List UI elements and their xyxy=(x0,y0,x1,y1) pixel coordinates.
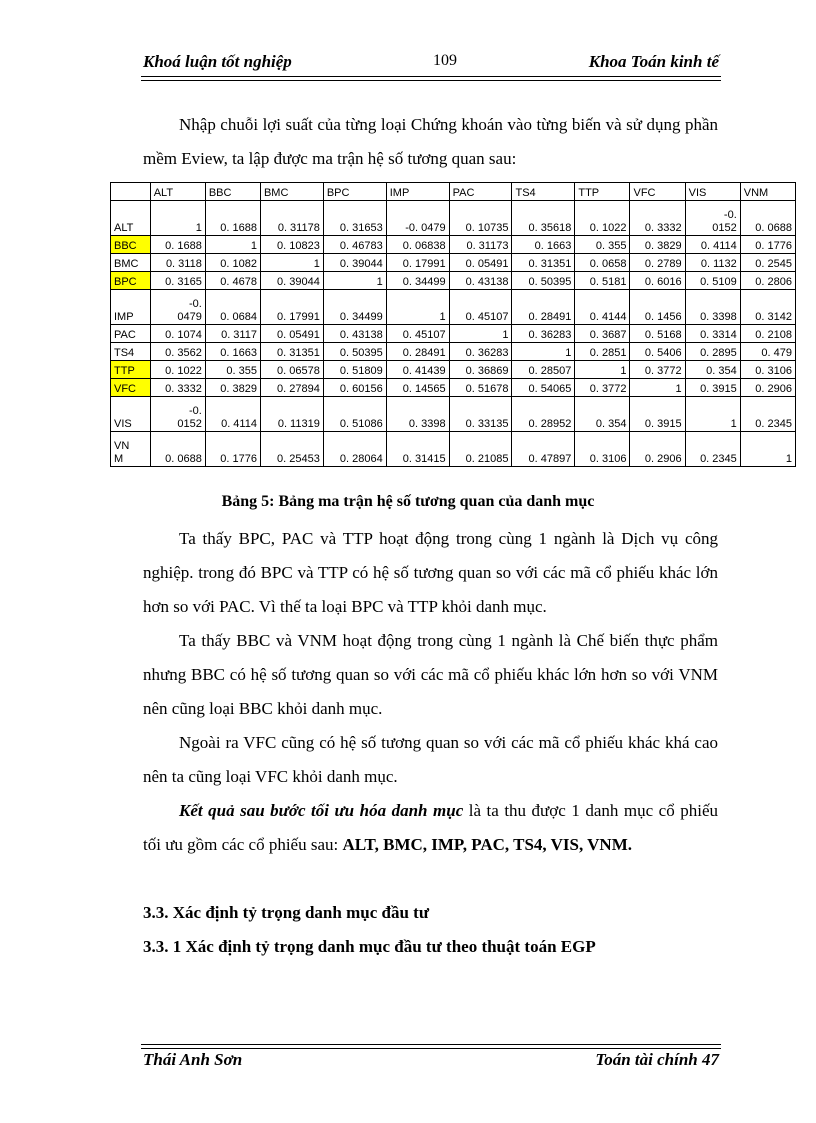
table-cell: 0. 2108 xyxy=(740,325,795,343)
table-cell: 0. 3915 xyxy=(685,379,740,397)
table-cell: 1 xyxy=(205,236,260,254)
table-cell: 0. 2906 xyxy=(740,379,795,397)
table-cell: 0. 31173 xyxy=(449,236,512,254)
row-label: IMP xyxy=(111,290,151,325)
table-cell: 0. 1022 xyxy=(150,361,205,379)
table-cell: 0. 31653 xyxy=(323,201,386,236)
column-header: PAC xyxy=(449,183,512,201)
table-cell: 0. 2789 xyxy=(630,254,685,272)
column-header: ALT xyxy=(150,183,205,201)
row-label: VN M xyxy=(111,432,151,467)
table-cell: 0. 05491 xyxy=(449,254,512,272)
table-cell: 0. 50395 xyxy=(323,343,386,361)
table-cell: 0. 1132 xyxy=(685,254,740,272)
column-header: BBC xyxy=(205,183,260,201)
header-department: Khoa Toán kinh tế xyxy=(588,52,719,71)
table-cell: 0. 3117 xyxy=(205,325,260,343)
table-cell: 0. 3106 xyxy=(740,361,795,379)
table-cell: 0. 0688 xyxy=(150,432,205,467)
table-cell: 0. 3772 xyxy=(630,361,685,379)
table-row xyxy=(111,343,796,361)
table-cell: 0. 39044 xyxy=(323,254,386,272)
page-header xyxy=(141,50,721,76)
result-lead: Kết quả sau bước tối ưu hóa danh mục xyxy=(179,801,464,820)
table-cell: -0. 0152 xyxy=(685,201,740,236)
table-cell: 1 xyxy=(740,432,795,467)
result-text: là ta thu được 1 danh mục cổ phiếu tối ưu gồm các cổ phiếu sau: xyxy=(143,801,718,854)
table-cell: 1 xyxy=(449,325,512,343)
header-page-number: 109 xyxy=(433,52,457,69)
table-cell: 0. 54065 xyxy=(512,379,575,397)
table-cell: 0. 354 xyxy=(685,361,740,379)
table-cell: 0. 3562 xyxy=(150,343,205,361)
table-cell: 0. 3398 xyxy=(685,290,740,325)
table-cell: 0. 05491 xyxy=(260,325,323,343)
table-row xyxy=(111,236,796,254)
section-heading-3-3-1: 3.3. 1 Xác định tỷ trọng danh mục đầu tư theo thuật toán EGP xyxy=(143,937,596,956)
column-header: BPC xyxy=(323,183,386,201)
table-cell: 0. 3772 xyxy=(575,379,630,397)
paragraph-result xyxy=(143,794,718,862)
table-cell: 0. 39044 xyxy=(260,272,323,290)
table-cell: 0. 1456 xyxy=(630,290,685,325)
table-cell: 0. 1022 xyxy=(575,201,630,236)
table-row xyxy=(111,290,796,325)
table-cell: 0. 51678 xyxy=(449,379,512,397)
intro-paragraph: Nhập chuỗi lợi suất của từng loại Chứng khoán vào từng biến và sử dụng phần mềm Eview, ta lập được ma trận hệ số tương quan sau: xyxy=(143,115,718,168)
table-cell: 0. 3106 xyxy=(575,432,630,467)
table-cell: 1 xyxy=(260,254,323,272)
table-cell: 0. 2851 xyxy=(575,343,630,361)
table-row xyxy=(111,361,796,379)
table-cell: -0. 0479 xyxy=(150,290,205,325)
table-cell: 0. 2345 xyxy=(685,432,740,467)
table-row xyxy=(111,272,796,290)
table-cell: 1 xyxy=(575,361,630,379)
table-cell: 0. 31178 xyxy=(260,201,323,236)
table-cell: 0. 4114 xyxy=(685,236,740,254)
table-cell: 0. 1776 xyxy=(740,236,795,254)
table-cell: 0. 45107 xyxy=(386,325,449,343)
table-cell: 0. 2545 xyxy=(740,254,795,272)
table-cell: 0. 355 xyxy=(575,236,630,254)
table-row xyxy=(111,201,796,236)
footer-class: Toán tài chính 47 xyxy=(595,1050,719,1069)
table-cell: 0. 3332 xyxy=(150,379,205,397)
table-cell: 1 xyxy=(323,272,386,290)
row-label: BBC xyxy=(111,236,151,254)
table-cell: 0. 36869 xyxy=(449,361,512,379)
table-cell: 0. 33135 xyxy=(449,397,512,432)
table-cell: 0. 31351 xyxy=(512,254,575,272)
table-cell: 0. 4114 xyxy=(205,397,260,432)
table-cell: 0. 34499 xyxy=(323,290,386,325)
table-cell: 0. 28507 xyxy=(512,361,575,379)
table-cell: 0. 2345 xyxy=(740,397,795,432)
table-cell: 0. 43138 xyxy=(449,272,512,290)
table-cell: 0. 06578 xyxy=(260,361,323,379)
table-row xyxy=(111,397,796,432)
table-cell: 0. 51086 xyxy=(323,397,386,432)
table-cell: 0. 10735 xyxy=(449,201,512,236)
column-header: VIS xyxy=(685,183,740,201)
table-cell: 0. 1082 xyxy=(205,254,260,272)
table-row xyxy=(111,379,796,397)
table-cell: 0. 28064 xyxy=(323,432,386,467)
table-cell: 0. 17991 xyxy=(386,254,449,272)
table-cell: 0. 28491 xyxy=(386,343,449,361)
corner-cell xyxy=(111,183,151,201)
section-heading-3-3: 3.3. Xác định tỷ trọng danh mục đầu tư xyxy=(143,903,430,922)
table-cell: 0. 3142 xyxy=(740,290,795,325)
row-label: VFC xyxy=(111,379,151,397)
column-header: BMC xyxy=(260,183,323,201)
table-cell: 0. 17991 xyxy=(260,290,323,325)
table-cell: 0. 3915 xyxy=(630,397,685,432)
table-cell: 0. 14565 xyxy=(386,379,449,397)
table-cell: 0. 11319 xyxy=(260,397,323,432)
row-label: TTP xyxy=(111,361,151,379)
table-cell: 0. 31415 xyxy=(386,432,449,467)
row-label: BMC xyxy=(111,254,151,272)
correlation-matrix-table xyxy=(110,182,796,467)
table-cell: 1 xyxy=(150,201,205,236)
table-cell: 0. 1688 xyxy=(205,201,260,236)
table-cell: 0. 3314 xyxy=(685,325,740,343)
table-cell: 0. 4144 xyxy=(575,290,630,325)
table-cell: 0. 3829 xyxy=(630,236,685,254)
table-cell: 0. 2895 xyxy=(685,343,740,361)
column-header: VNM xyxy=(740,183,795,201)
table-caption: Bảng 5: Bảng ma trận hệ số tương quan của danh mục xyxy=(221,493,595,510)
table-cell: 0. 355 xyxy=(205,361,260,379)
table-cell: 0. 60156 xyxy=(323,379,386,397)
paragraph-bpc-ttp: Ta thấy BPC, PAC và TTP hoạt động trong cùng 1 ngành là Dịch vụ công nghiệp. trong đó BPC và TTP có hệ số tương quan so với các mã cổ phiếu khác lớn hơn so với PAC. Vì thế ta loại BPC và TTP khỏi danh mục. xyxy=(143,529,718,616)
row-label: VIS xyxy=(111,397,151,432)
table-cell: 0. 34499 xyxy=(386,272,449,290)
table-cell: 0. 1074 xyxy=(150,325,205,343)
table-cell: 0. 2806 xyxy=(740,272,795,290)
table-cell: 0. 3332 xyxy=(630,201,685,236)
row-label: PAC xyxy=(111,325,151,343)
table-cell: 0. 27894 xyxy=(260,379,323,397)
table-cell: 0. 479 xyxy=(740,343,795,361)
column-header: VFC xyxy=(630,183,685,201)
table-cell: 0. 0658 xyxy=(575,254,630,272)
table-cell: 0. 5168 xyxy=(630,325,685,343)
table-cell: 0. 6016 xyxy=(630,272,685,290)
table-cell: 1 xyxy=(685,397,740,432)
table-cell: 0. 36283 xyxy=(449,343,512,361)
table-cell: 0. 41439 xyxy=(386,361,449,379)
table-cell: 0. 06838 xyxy=(386,236,449,254)
column-header: IMP xyxy=(386,183,449,201)
header-thesis-title: Khoá luận tốt nghiệp xyxy=(143,52,292,71)
table-cell: -0. 0479 xyxy=(386,201,449,236)
table-cell: 0. 3829 xyxy=(205,379,260,397)
table-cell: 0. 1663 xyxy=(512,236,575,254)
table-cell: 0. 5181 xyxy=(575,272,630,290)
table-cell: 0. 5406 xyxy=(630,343,685,361)
table-cell: 0. 50395 xyxy=(512,272,575,290)
paragraph-bbc: Ta thấy BBC và VNM hoạt động trong cùng 1 ngành là Chế biến thực phẩm nhưng BBC có hệ số tương quan so với các mã cổ phiếu khác lớn hơn so với VNM nên cũng loại BBC khỏi danh mục. xyxy=(143,631,718,718)
column-header: TS4 xyxy=(512,183,575,201)
table-cell: 0. 1688 xyxy=(150,236,205,254)
table-cell: 0. 10823 xyxy=(260,236,323,254)
table-cell: 1 xyxy=(630,379,685,397)
table-cell: 0. 3687 xyxy=(575,325,630,343)
row-label: BPC xyxy=(111,272,151,290)
table-cell: 0. 2906 xyxy=(630,432,685,467)
table-cell: 0. 36283 xyxy=(512,325,575,343)
result-stock-list: ALT, BMC, IMP, PAC, TS4, VIS, VNM. xyxy=(342,835,632,854)
table-cell: 0. 28952 xyxy=(512,397,575,432)
table-cell: 0. 0684 xyxy=(205,290,260,325)
table-cell: 0. 28491 xyxy=(512,290,575,325)
table-cell: 0. 3118 xyxy=(150,254,205,272)
table-cell: 0. 3398 xyxy=(386,397,449,432)
table-cell: 0. 5109 xyxy=(685,272,740,290)
table-cell: 1 xyxy=(512,343,575,361)
table-cell: 1 xyxy=(386,290,449,325)
table-row xyxy=(111,254,796,272)
header-rule xyxy=(141,76,721,81)
table-cell: 0. 21085 xyxy=(449,432,512,467)
table-cell: 0. 46783 xyxy=(323,236,386,254)
row-label: TS4 xyxy=(111,343,151,361)
row-label: ALT xyxy=(111,201,151,236)
table-cell: 0. 51809 xyxy=(323,361,386,379)
table-cell: 0. 1776 xyxy=(205,432,260,467)
page-footer xyxy=(141,1048,721,1074)
table-cell: 0. 4678 xyxy=(205,272,260,290)
table-row xyxy=(111,325,796,343)
column-header: TTP xyxy=(575,183,630,201)
table-cell: 0. 47897 xyxy=(512,432,575,467)
footer-author: Thái Anh Sơn xyxy=(143,1050,243,1069)
paragraph-vfc: Ngoài ra VFC cũng có hệ số tương quan so với các mã cổ phiếu khác khá cao nên ta cũng loại VFC khỏi danh mục. xyxy=(143,733,718,786)
table-cell: 0. 3165 xyxy=(150,272,205,290)
table-cell: -0. 0152 xyxy=(150,397,205,432)
table-cell: 0. 45107 xyxy=(449,290,512,325)
table-cell: 0. 0688 xyxy=(740,201,795,236)
table-cell: 0. 31351 xyxy=(260,343,323,361)
table-cell: 0. 43138 xyxy=(323,325,386,343)
table-row xyxy=(111,432,796,467)
table-cell: 0. 1663 xyxy=(205,343,260,361)
table-cell: 0. 25453 xyxy=(260,432,323,467)
table-cell: 0. 354 xyxy=(575,397,630,432)
table-cell: 0. 35618 xyxy=(512,201,575,236)
